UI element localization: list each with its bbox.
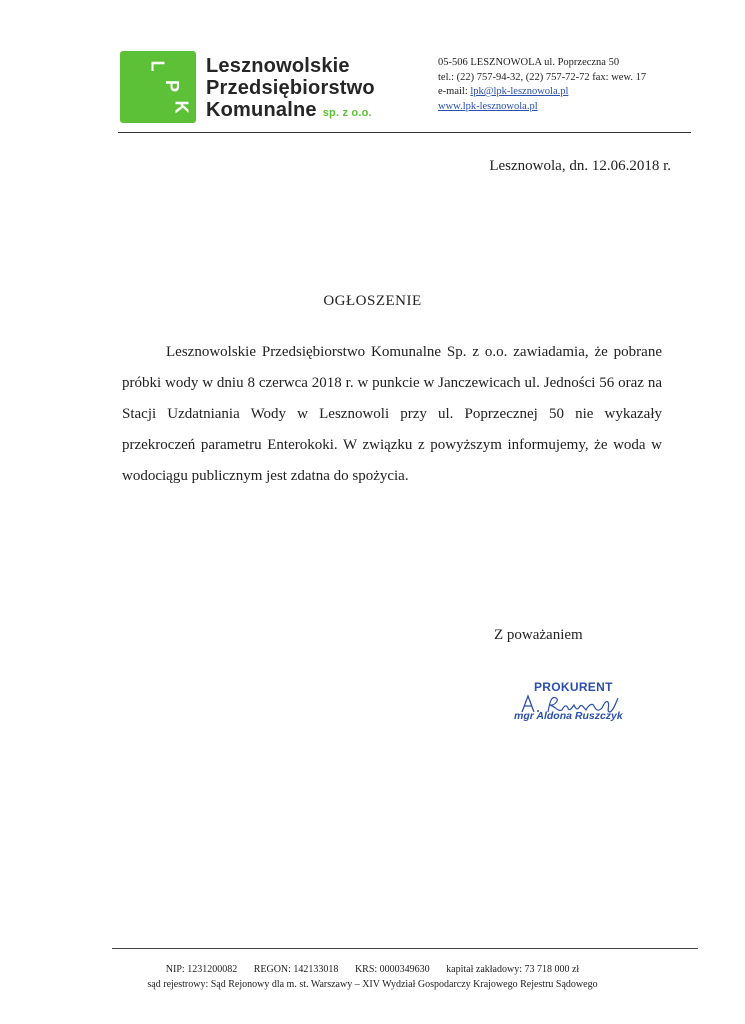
closing-phrase: Z poważaniem [494,627,583,643]
company-logo [120,51,196,123]
logo-letter-k: K [171,100,192,114]
logo-letter-p: P [162,79,183,93]
signature-stamp [514,680,654,730]
footer-divider [112,948,698,949]
footer-krs: KRS: 0000349630 [354,964,430,975]
phone-line: tel.: (22) 757-94-32, (22) 757-72-72 fax: wew. 17 [438,71,647,83]
footer-court: sąd rejestrowy: Sąd Rejonowy dla m. st. Warszawy – XIV Wydział Gospodarczy Krajowego Rejestru Sądowego [147,979,598,990]
footer-regon: REGON: 142133018 [253,964,339,975]
footer-registry [0,962,745,992]
document-title: OGŁOSZENIE [323,293,422,309]
company-name-line-2: Przedsiębiorstwo [206,77,375,99]
stamp-name: mgr Aldona Ruszczyk [514,710,623,722]
announcement-body: Lesznowolskie Przedsiębiorstwo Komunalne Sp. z o.o. zawiadamia, że pobrane próbki wody w dniu 8 czerwca 2018 r. w punkcie w Janczewicach ul. Jedności 56 oraz na Stacji Uzdatniania Wody w Lesznowoli przy ul. Poprzecznej 50 nie wykazały przekroczeń parametru Enterokoki. W związku z powyższym informujemy, że woda w wodociągu publicznym jest zdatna do spożycia. [122,344,662,484]
place-and-date: Lesznowola, dn. 12.06.2018 r. [489,158,671,174]
stamp-role: PROKURENT [534,680,613,694]
company-name-line-1: Lesznowolskie [206,55,350,77]
footer-capital: kapitał zakładowy: 73 718 000 zł [446,964,580,975]
company-name-line-3: Komunalne [206,99,317,121]
company-name [206,55,375,124]
company-legal-form: sp. z o.o. [322,107,372,119]
header-divider [118,132,691,133]
email-label: e-mail: [438,86,468,97]
address-line: 05-506 LESZNOWOLA ul. Poprzeczna 50 [438,57,620,68]
logo-letter-l: L [147,60,168,72]
footer-nip: NIP: 1231200082 [165,964,238,975]
website-link[interactable]: www.lpk-lesznowola.pl [438,100,538,112]
contact-block [438,56,646,114]
email-link[interactable]: lpk@lpk-lesznowola.pl [470,86,569,97]
